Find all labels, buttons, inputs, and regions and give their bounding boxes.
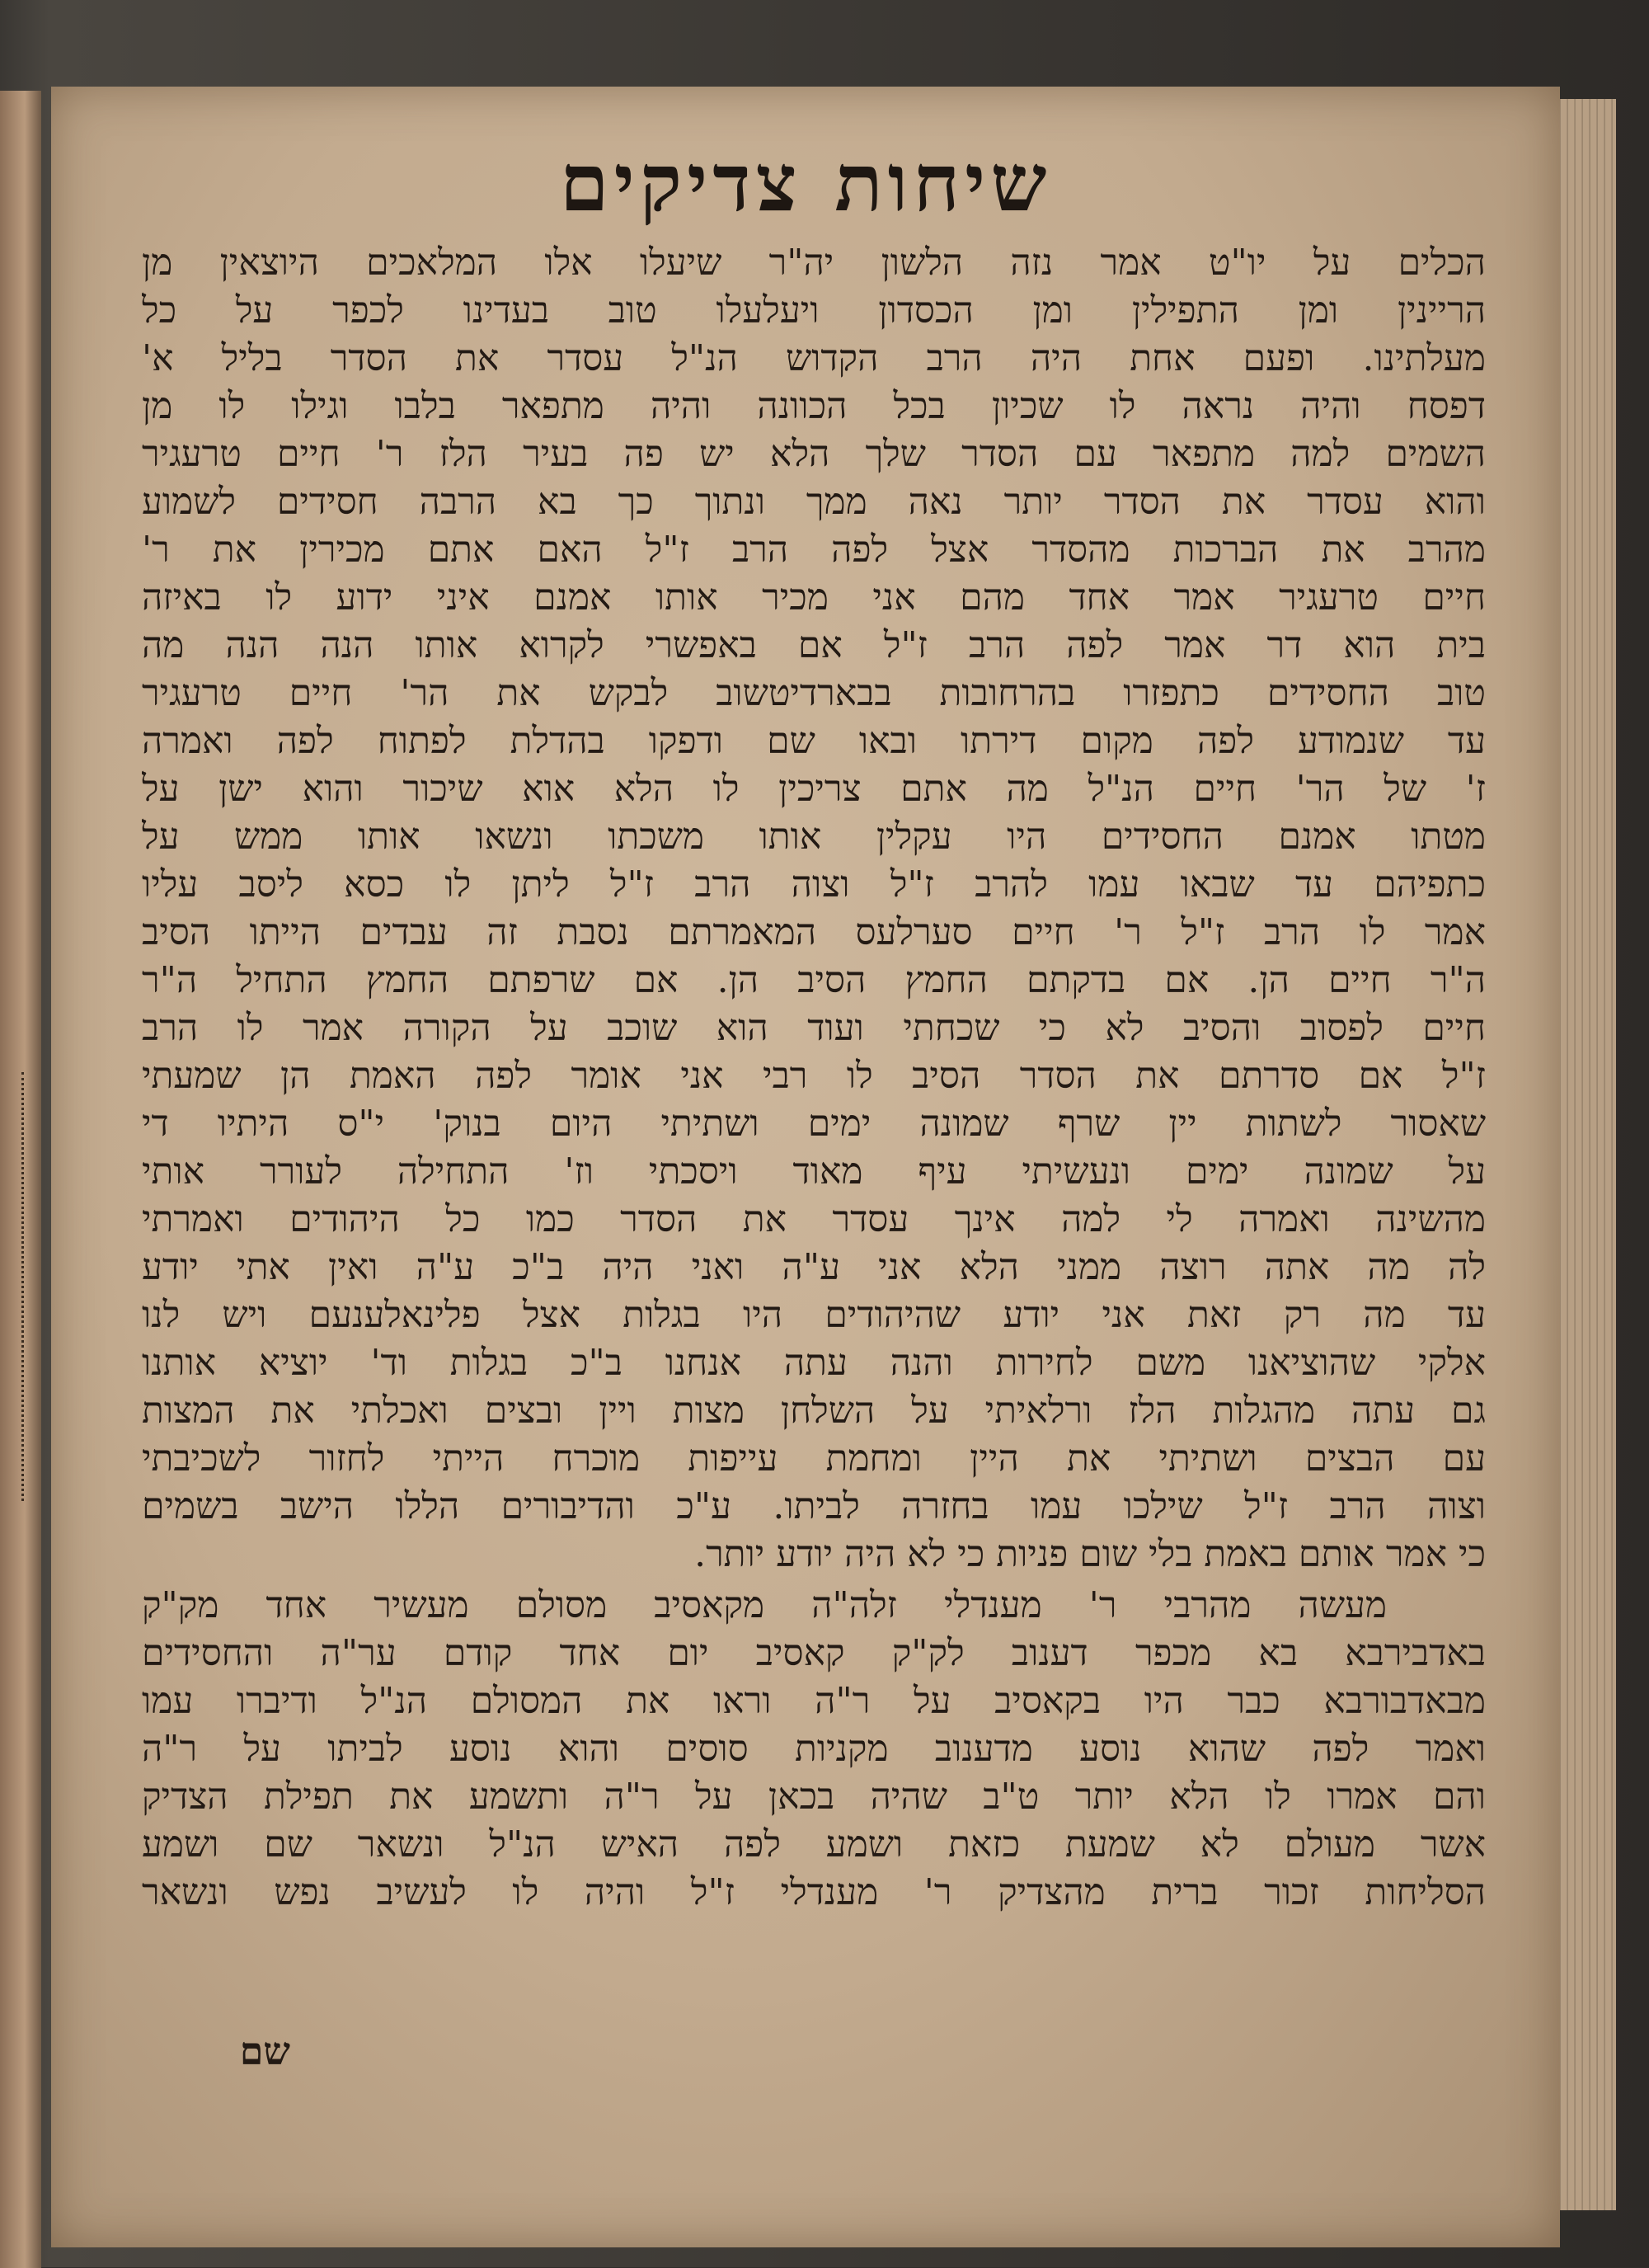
text-line: גם עתה מהגלות הלז ורלאיתי על השלחן מצות ויין ובצים ואכלתי את המצות [142, 1390, 1486, 1432]
text-line: עם הבצים ושתיתי את היין ומחמת עייפות מוכרח הייתי לחזור לשכיבתי [142, 1437, 1486, 1480]
text-line: הריינין ומן התפילין ומן הכסדון ויעלעלו טוב בעדינו לכפר על כל [142, 289, 1486, 332]
text-line: על שמונה ימים ונעשיתי עיף מאוד ויסכתי וז' התחילה לעורר אותי [142, 1150, 1486, 1193]
text-line: חיים לפסוב והסיב לא כי שכחתי ועוד הוא שוכב על הקורה אמר לו הרב [142, 1007, 1486, 1049]
text-line: עד שנמודע לפה מקום דירתו ובאו שם ודפקו בהדלת לפתוח לפה ואמרה [142, 720, 1486, 762]
text-line: אמר לו הרב ז"ל ר' חיים סערלעס המאמרתם נסבת זה עבדים הייתו הסיב [142, 911, 1486, 953]
text-line: עד מה רק זאת אני יודע שהיהודים היו בגלות אצל פלינאלענעם ויש לנו [142, 1294, 1486, 1336]
text-line: מהשינה ואמרה לי למה אינך עסדר את הסדר כמו כל היהודים ואמרתי [142, 1198, 1486, 1240]
text-line: הכלים על יו"ט אמר נזה הלשון יה"ר שיעלו אלו המלאכים היוצאין מן [142, 242, 1486, 284]
text-line: אלקי שהוציאנו משם לחירות והנה עתה אנחנו ב"כ בגלות וד' יוציא אותנו [142, 1342, 1486, 1384]
text-line: טוב החסידים כתפזרו בהרחובות בבארדיטשוב לבקש את הר' חיים טרעגיר [142, 672, 1486, 714]
text-line: כתפיהם עד שבאו עמו להרב ז"ל וצוה הרב ז"ל ליתן לו כסא ליסב עליו [142, 863, 1486, 906]
text-line: באדבירבא בא מכפר דענוב לק"ק קאסיב יום אחד קודם ער"ה והחסידים [142, 1632, 1486, 1674]
spine-stitching [21, 1072, 39, 1501]
text-line: חיים טרעגיר אמר אחד מהם אני מכיר אותו אמנם איני ידוע לו באיזה [142, 576, 1486, 619]
text-line: וצוה הרב ז"ל שילכו עמו בחזרה לביתו. ע"כ והדיבורים הללו הישב בשמים [142, 1485, 1486, 1527]
page-body [142, 239, 1486, 1917]
text-line: והוא עסדר את הסדר יותר נאה ממך ונתוך כך בא הרבה חסידים לשמוע [142, 481, 1486, 523]
text-line: שאסור לשתות יין שרף שמונה ימים ושתיתי היום בנוק' י"ס היתיו די [142, 1103, 1486, 1145]
text-line: ז"ל אם סדרתם את הסדר הסיב לו רבי אני אומר לפה האמת הן שמעתי [142, 1055, 1486, 1097]
page-title: שיחות צדיקים [559, 136, 1052, 229]
text-line: ואמר לפה שהוא נוסע מדענוב מקניות סוסים והוא נוסע לביתו על ר"ה [142, 1728, 1486, 1770]
text-line: הסליחות זכור ברית מהצדיק ר' מענדלי ז"ל והיה לו לעשיב נפש ונשאר [142, 1871, 1486, 1913]
text-line: בית הוא דר אמר לפה הרב ז"ל אם באפשרי לקרוא אותו הנה הנה מה [142, 624, 1486, 666]
text-line: לה מה אתה רוצה ממני הלא אני ע"ה ואני היה ב"כ ע"ה ואין אתי יודע [142, 1246, 1486, 1288]
text-line: ה"ר חיים הן. אם בדקתם החמץ הסיב הן. אם שרפתם החמץ התחיל ה"ר [142, 959, 1486, 1001]
text-line: מעלתינו. ופעם אחת היה הרב הקדוש הנ"ל עסדר את הסדר בליל א' [142, 337, 1486, 379]
book-page [51, 87, 1560, 2247]
catchword: שם [239, 2029, 290, 2073]
paragraph-1 [142, 239, 1486, 1579]
text-line: כי אמר אותם באמת בלי שום פניות כי לא היה יודע יותר. [694, 1533, 1486, 1575]
text-line: ז' של הר' חיים הנ"ל מה אתם צריכין לו הלא אוא שיכור והוא ישן על [142, 768, 1486, 810]
text-line: מהרב את הברכות מהסדר אצל לפה הרב ז"ל האם אתם מכירין את ר' [142, 529, 1486, 571]
text-line: מטתו אמנם החסידים היו עקלין אותו משכתו ונשאו אותו ממש על [142, 816, 1486, 858]
text-line: דפסח והיה נראה לו שכיון בכל הכוונה והיה מתפאר בלבו וגילו לו מן [142, 385, 1486, 427]
text-line: השמים למה מתפאר עם הסדר שלך הלא יש פה בעיר הלז ר' חיים טרעגיר [142, 433, 1486, 475]
text-line: מעשה מהרבי ר' מענדלי זלה"ה מקאסיב מסולם מעשיר אחד מק"ק [142, 1584, 1387, 1626]
text-line: מבאדבורבא כבר היו בקאסיב על ר"ה וראו את המסולם הנ"ל ודיברו עמו [142, 1680, 1486, 1722]
text-line: אשר מעולם לא שמעת כזאת ושמע לפה האיש הנ"ל ונשאר שם ושמע [142, 1823, 1486, 1866]
paragraph-2 [142, 1582, 1486, 1917]
text-line: והם אמרו לו הלא יותר ט"ב שהיה בכאן על ר"ה ותשמע את תפילת הצדיק [142, 1776, 1486, 1818]
